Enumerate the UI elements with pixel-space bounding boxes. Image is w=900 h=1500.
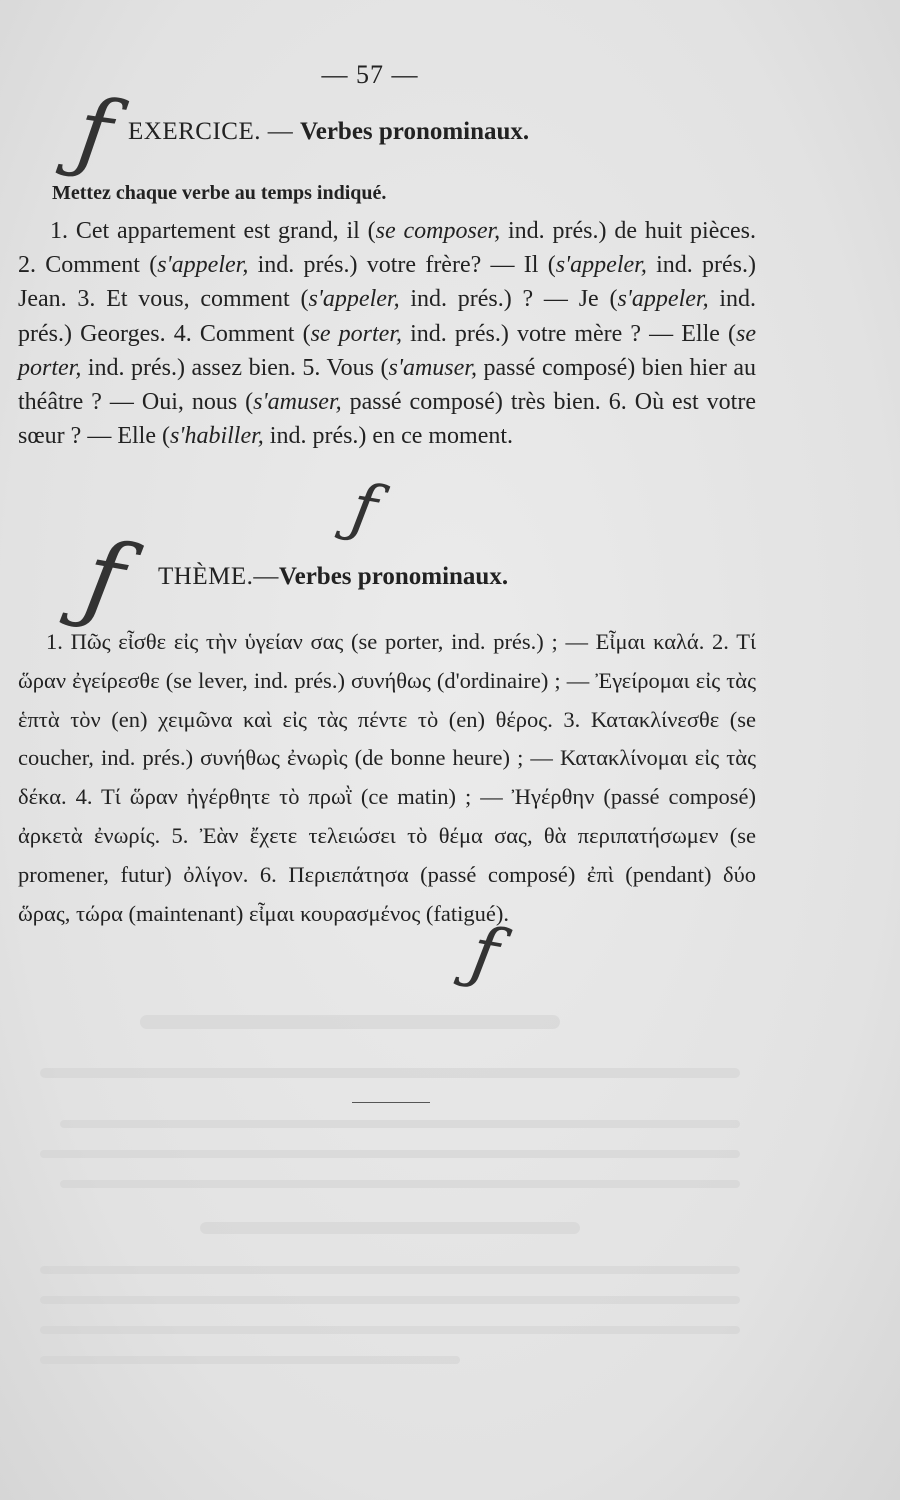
pencil-check-mark: ƒ — [465, 910, 505, 996]
item-verb: s'amuser, — [388, 354, 477, 381]
item-text: Et vous, comment ( — [106, 286, 309, 313]
pencil-check-mark: ƒ — [76, 517, 133, 640]
theme-heading — [158, 563, 508, 591]
theme-label: THÈME.— — [158, 563, 279, 590]
item-text: Cet appartement est grand, il ( — [75, 218, 376, 244]
item-number: 4. — [165, 320, 200, 347]
exercise-heading — [128, 118, 529, 146]
item-text: Où est votre sœur ? — Elle ( — [18, 389, 756, 450]
item-text: ind. prés.) votre mère ? — Elle ( — [402, 320, 737, 347]
item-verb: s'appeler, — [157, 252, 249, 279]
item-verb: s'appeler, — [308, 286, 400, 313]
theme-body — [18, 623, 756, 933]
item-text: ind. prés.) de huit pièces. — [500, 218, 757, 244]
item-text: ind. prés.) Georges. — [18, 286, 757, 347]
theme-title: Verbes pronominaux. — [278, 563, 509, 590]
item-number: 1. — [50, 218, 76, 244]
item-verb: s'appeler, — [555, 252, 647, 279]
item-text: ind. prés.) votre frère? — Il ( — [248, 252, 556, 279]
exercise-instruction: Mettez chaque verbe au temps indiqué. — [52, 182, 387, 204]
item-text: ind. prés.) Jean. — [18, 252, 756, 313]
item-number: 6. — [600, 389, 635, 416]
item-number: 2. — [18, 252, 46, 279]
exercise-title: Verbes pronominaux. — [299, 118, 530, 145]
exercise-label: EXERCICE. — — [128, 118, 300, 145]
item-text: passé composé) très bien. — [341, 389, 601, 416]
item-verb: s'habiller, — [169, 423, 264, 450]
item-text: passé composé) bien hier au théâtre ? — Oui, nous ( — [18, 354, 756, 416]
pencil-check-mark: ƒ — [70, 78, 119, 187]
item-text: ind. prés.) assez bien. — [81, 354, 296, 381]
item-number: 3. — [66, 286, 107, 313]
item-text: ind. prés.) en ce moment. — [263, 423, 514, 450]
theme-text: 1. Πῶς εἶσθε εἰς τὴν ὑγείαν σας (se porter, ind. prés.) ; — Εἶμαι καλά. 2. Τί ὥραν ἐγείρεσθε (se lever, ind. prés.) συνήθως (d'ordinaire) ; — Ἐγείρομαι εἰς τὰς ἑπτὰ τὸν (en) χειμῶνα καὶ εἰς τὰς πέντε τὸ (en) θέρος. 3. Κατακλίνεσθε (se coucher, ind. prés.) συνήθως ἐνωρὶς (de bonne heure) ; — Κατακλίνομαι εἰς τὰς δέκα. 4. Τί ὥραν ἠγέρθητε τὸ πρωῒ (ce matin) ; — Ἠγέρθην (passé composé) ἀρκετὰ ἐνωρίς. 5. Ἐὰν ἔχετε τελειώσει τὸ θέμα σας, θὰ περιπατήσωμεν (se promener, futur) ὀλίγον. 6. Περιεπάτησα (passé composé) ἐπὶ (pendant) δύο ὥρας, τώρα (maintenant) εἶμαι κουρασμένος (fatigué). — [18, 629, 756, 926]
item-text: Comment ( — [45, 252, 158, 279]
page-number: — 57 — — [321, 60, 419, 89]
item-number: 5. — [295, 354, 327, 381]
item-verb: se composer, — [375, 218, 501, 244]
section-divider — [352, 1102, 430, 1103]
item-text: ind. prés.) ? — Je ( — [399, 286, 618, 313]
item-text: Vous ( — [326, 354, 389, 381]
item-text: Comment ( — [199, 320, 311, 347]
exercise-body — [18, 214, 756, 453]
item-verb: se porter, — [310, 320, 403, 347]
item-verb: s'appeler, — [617, 286, 709, 313]
pencil-check-mark: ƒ — [345, 468, 383, 549]
item-verb: se porter, — [18, 320, 757, 381]
item-verb: s'amuser, — [253, 389, 342, 416]
